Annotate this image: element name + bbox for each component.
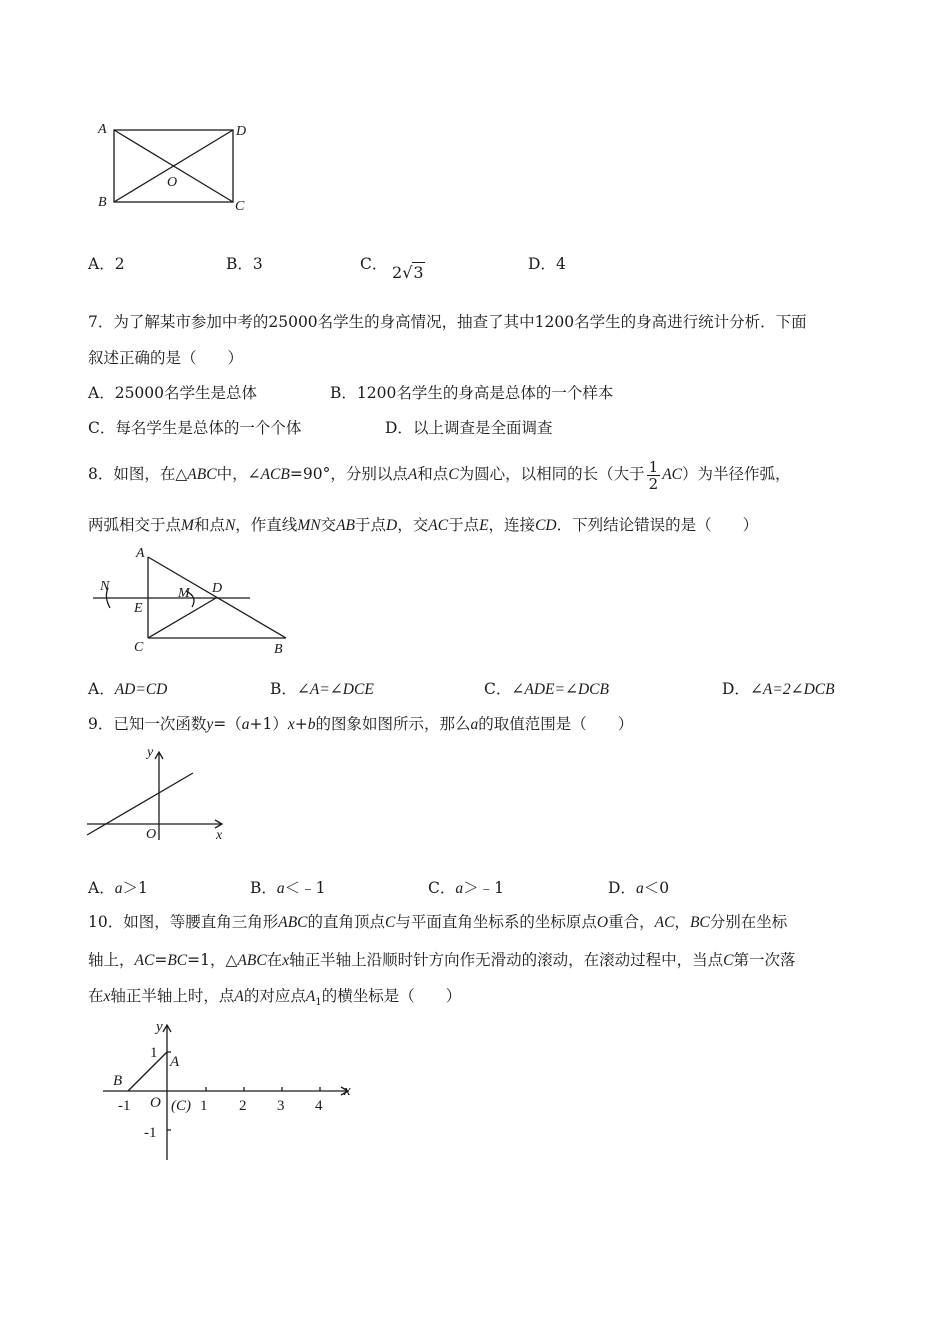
tick-neg1-y: -1 bbox=[144, 1125, 157, 1141]
q9-option-d[interactable]: D．a＜0 bbox=[608, 879, 670, 897]
label-C: C bbox=[235, 199, 245, 214]
sqrt-sign: √ bbox=[402, 263, 413, 282]
q9-option-a[interactable]: A．a＞1 bbox=[88, 879, 148, 897]
label-D: D bbox=[236, 124, 247, 139]
q7-option-c[interactable]: C．每名学生是总体的一个个体 bbox=[88, 419, 302, 437]
label-N: N bbox=[100, 579, 110, 594]
tick-4-x: 4 bbox=[315, 1098, 323, 1114]
label-C: C bbox=[134, 640, 144, 655]
label-one-y: 1 bbox=[150, 1045, 158, 1061]
q8-option-d[interactable]: D．∠A=2∠DCB bbox=[722, 680, 835, 698]
q7-stem-line1: 7．为了解某市参加中考的25000名学生的身高情况，抽查了其中1200名学生的身高进行统计分析．下面 bbox=[88, 313, 807, 331]
fraction-one-half: $\frac{1}{2}$ bbox=[648, 457, 659, 493]
label-O: O bbox=[150, 1095, 161, 1111]
q10-stem-line2: 轴上，AC=BC=1，△ABC在x轴正半轴上沿顺时针方向作无滑动的滚动，在滚动过程中，当点C第一次落 bbox=[88, 951, 796, 969]
q8-option-c[interactable]: C．∠ADE=∠DCB bbox=[484, 680, 609, 698]
q6-option-c-radical: 2√3 bbox=[392, 263, 424, 282]
q7-option-a[interactable]: A．25000名学生是总体 bbox=[88, 384, 258, 402]
tick-neg1-x: -1 bbox=[118, 1098, 131, 1114]
label-M: M bbox=[178, 586, 190, 601]
label-A: A bbox=[98, 122, 107, 137]
q7-option-d[interactable]: D．以上调查是全面调查 bbox=[385, 419, 553, 437]
label-y: y bbox=[156, 1019, 163, 1035]
q8-option-a[interactable]: A．AD=CD bbox=[88, 680, 168, 698]
rectangle-figure bbox=[90, 115, 260, 220]
q6-option-c[interactable]: C． bbox=[360, 255, 388, 273]
q9-stem: 9．已知一次函数y=（a+1）x+b的图象如图所示，那么a的取值范围是（ ） bbox=[88, 715, 634, 733]
label-B: B bbox=[274, 642, 283, 657]
triangle-figure bbox=[88, 545, 298, 660]
label-A: A bbox=[136, 546, 145, 561]
label-D: D bbox=[212, 581, 223, 596]
q10-stem-line3: 在x轴正半轴上时，点A的对应点$A_1$的横坐标是（ ） bbox=[88, 987, 462, 1009]
label-O: O bbox=[146, 827, 157, 842]
q8-stem-line1: 8．如图，在△ABC中，∠ACB=90°，分别以点A和点C为圆心，以相同的长（大于 $\frac{1}{2}$ AC）为半径作弧， bbox=[88, 457, 791, 493]
label-B: B bbox=[98, 195, 107, 210]
label-B: B bbox=[113, 1073, 123, 1089]
label-E: E bbox=[134, 601, 143, 616]
q8-stem-line2: 两弧相交于点M和点N，作直线MN交AB于点D，交AC于点E，连接CD．下列结论错误的是（ ） bbox=[88, 516, 759, 534]
label-C: (C) bbox=[171, 1098, 191, 1114]
q8-option-b[interactable]: B．∠A=∠DCE bbox=[270, 680, 374, 698]
tick-1-x: 1 bbox=[200, 1098, 208, 1114]
linear-function-graph bbox=[85, 740, 235, 845]
q7-stem-line2: 叙述正确的是（ ） bbox=[88, 349, 244, 367]
q6-option-a[interactable]: A．2 bbox=[88, 255, 125, 273]
q7-option-b[interactable]: B．1200名学生的身高是总体的一个样本 bbox=[330, 384, 614, 402]
label-x: x bbox=[216, 828, 223, 843]
q10-stem-line1: 10．如图，等腰直角三角形ABC的直角顶点C与平面直角坐标系的坐标原点O重合，AC，BC分别在坐标 bbox=[88, 913, 788, 931]
label-y: y bbox=[147, 745, 154, 760]
label-O: O bbox=[167, 175, 178, 190]
tick-3-x: 3 bbox=[277, 1098, 285, 1114]
q6-option-b[interactable]: B．3 bbox=[226, 255, 263, 273]
tick-2-x: 2 bbox=[239, 1098, 247, 1114]
coordinate-figure bbox=[98, 1015, 363, 1165]
label-A: A bbox=[170, 1054, 180, 1070]
q6-option-d[interactable]: D．4 bbox=[528, 255, 566, 273]
q9-option-b[interactable]: B．a＜﹣1 bbox=[250, 879, 326, 897]
q9-option-c[interactable]: C．a＞﹣1 bbox=[428, 879, 504, 897]
label-x: x bbox=[344, 1083, 351, 1099]
